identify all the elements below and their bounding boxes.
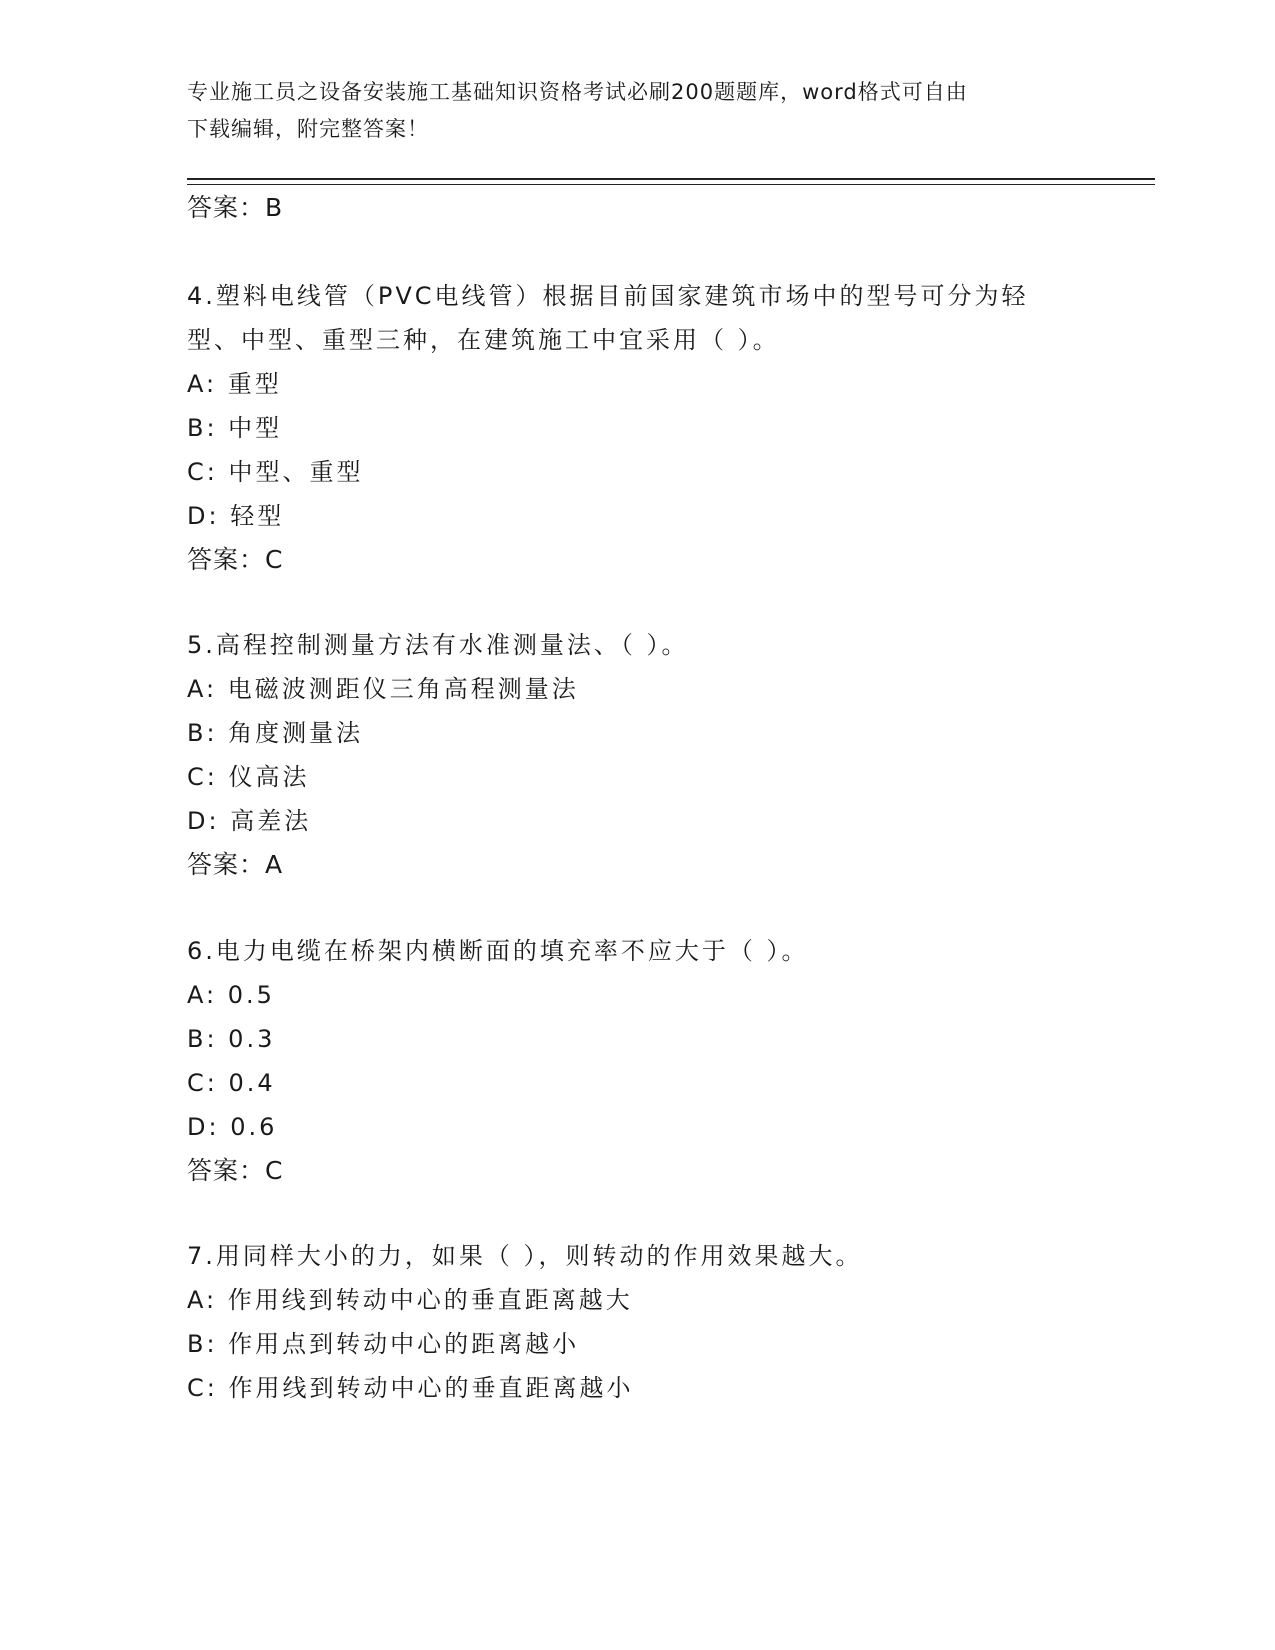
question-stem: 5.高程控制测量方法有水准测量法、（ ）。 <box>187 631 689 659</box>
question-stem: 4.塑料电线管（PVC电线管）根据目前国家建筑市场中的型号可分为轻 <box>187 282 1029 310</box>
option-d: D: 0.6 <box>187 1113 278 1141</box>
option-d: D: 高差法 <box>187 807 312 835</box>
header-divider-thin <box>187 184 1155 185</box>
answer-previous: 答案：B <box>187 193 284 222</box>
option-c: C: 作用线到转动中心的垂直距离越小 <box>187 1374 634 1402</box>
option-a: A: 重型 <box>187 370 282 398</box>
document-header <box>187 74 1087 148</box>
option-c: C: 中型、重型 <box>187 458 364 486</box>
answer: 答案：C <box>187 1156 284 1185</box>
option-c: C: 仪高法 <box>187 763 310 791</box>
question-stem: 6.电力电缆在桥架内横断面的填充率不应大于（ ）。 <box>187 937 809 965</box>
question-stem: 7.用同样大小的力，如果（ ），则转动的作用效果越大。 <box>187 1242 863 1270</box>
option-b: B: 作用点到转动中心的距离越小 <box>187 1330 580 1358</box>
header-divider-thick <box>187 178 1155 180</box>
answer: 答案：C <box>187 545 284 574</box>
option-b: B: 0.3 <box>187 1025 276 1053</box>
option-c: C: 0.4 <box>187 1069 276 1097</box>
option-a: A: 作用线到转动中心的垂直距离越大 <box>187 1286 633 1314</box>
header-line-2: 下载编辑，附完整答案！ <box>187 117 429 141</box>
option-a: A: 0.5 <box>187 981 275 1009</box>
option-b: B: 中型 <box>187 414 283 442</box>
answer: 答案：A <box>187 850 284 879</box>
question-stem-cont: 型、中型、重型三种，在建筑施工中宜采用（ ）。 <box>187 326 780 354</box>
header-line-1: 专业施工员之设备安装施工基础知识资格考试必刷200题题库，word格式可自由 <box>187 80 968 104</box>
option-a: A: 电磁波测距仪三角高程测量法 <box>187 675 579 703</box>
option-d: D: 轻型 <box>187 502 285 530</box>
option-b: B: 角度测量法 <box>187 719 364 747</box>
